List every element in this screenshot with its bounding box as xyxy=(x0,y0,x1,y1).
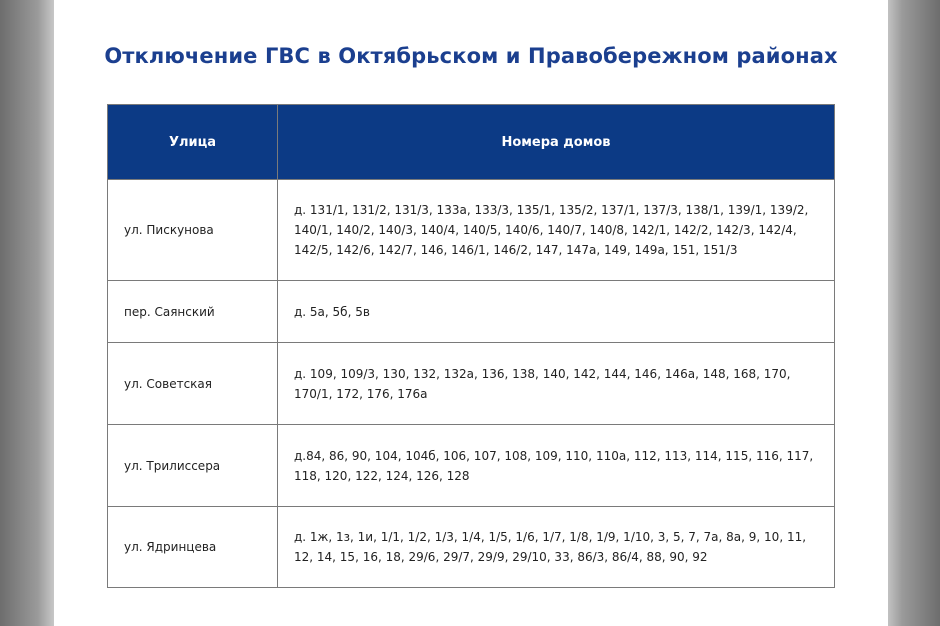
page-title: Отключение ГВС в Октябрьском и Правобережном районах xyxy=(104,44,838,68)
street-cell: ул. Пискунова xyxy=(108,180,278,281)
houses-cell: д. 109, 109/3, 130, 132, 132а, 136, 138, 140, 142, 144, 146, 146а, 148, 168, 170, 170/1, 172, 176, 176а xyxy=(278,343,835,425)
table-row xyxy=(108,281,835,343)
table-row xyxy=(108,180,835,281)
street-cell: ул. Ядринцева xyxy=(108,507,278,588)
houses-cell: д. 131/1, 131/2, 131/3, 133а, 133/3, 135/1, 135/2, 137/1, 137/3, 138/1, 139/1, 139/2, 140/1, 140/2, 140/3, 140/4, 140/5, 140/6, 140/7, 140/8, 142/1, 142/2, 142/3, 142/4, 142/5, 142/6, 142/7, 146, 146/1, 146/2, 147, 147а, 149, 149а, 151, 151/3 xyxy=(278,180,835,281)
table-row xyxy=(108,507,835,588)
outage-table xyxy=(107,104,835,588)
street-cell: ул. Советская xyxy=(108,343,278,425)
table-header-row xyxy=(108,105,835,180)
houses-cell: д. 1ж, 1з, 1и, 1/1, 1/2, 1/3, 1/4, 1/5, 1/6, 1/7, 1/8, 1/9, 1/10, 3, 5, 7, 7а, 8а, 9, 10, 11, 12, 14, 15, 16, 18, 29/6, 29/7, 29/9, 29/10, 33, 86/3, 86/4, 88, 90, 92 xyxy=(278,507,835,588)
document-page xyxy=(54,0,888,626)
houses-cell: д.84, 86, 90, 104, 104б, 106, 107, 108, 109, 110, 110а, 112, 113, 114, 115, 116, 117, 118, 120, 122, 124, 126, 128 xyxy=(278,425,835,507)
header-houses: Номера домов xyxy=(278,105,835,180)
header-street: Улица xyxy=(108,105,278,180)
street-cell: ул. Трилиссера xyxy=(108,425,278,507)
houses-cell: д. 5а, 5б, 5в xyxy=(278,281,835,343)
street-cell: пер. Саянский xyxy=(108,281,278,343)
table-row xyxy=(108,425,835,507)
table-row xyxy=(108,343,835,425)
